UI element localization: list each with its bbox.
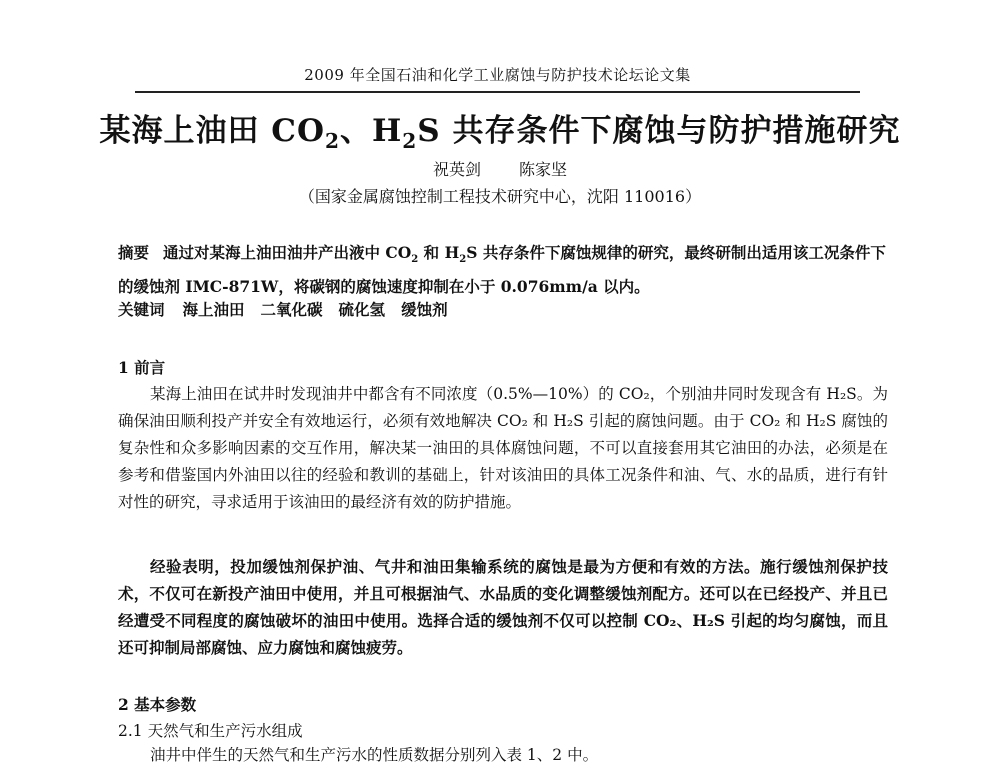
affiliation: （国家金属腐蚀控制工程技术研究中心，沈阳 110016） bbox=[298, 187, 702, 206]
subsection-heading: 2.1 天然气和生产污水组成 bbox=[118, 722, 303, 740]
keyword: 海上油田 bbox=[182, 300, 245, 319]
keyword: 缓蚀剂 bbox=[401, 300, 448, 319]
running-header: 2009 年全国石油和化学工业腐蚀与防护技术论坛论文集 bbox=[304, 66, 691, 84]
paper-title: 某海上油田 $CO_2$、$H_2S$ 共存条件下腐蚀与防护措施研究 bbox=[99, 113, 901, 154]
author-name: 祝英剑 bbox=[432, 160, 481, 179]
body-paragraph: 经验表明，投加缓蚀剂保护油、气井和油田集输系统的腐蚀是最为方便和有效的方法。施行缓蚀剂保护技术，不仅可在新投产油田中使用，并且可根据油气、水品质的变化调整缓蚀剂配方。还可以在已经投产、并且已经遭受不同程度的腐蚀破坏的油田中使用。选择合适的缓蚀剂不仅可以控制 CO₂、H₂S 引起的均匀腐蚀，而且还可抑制局部腐蚀、应力腐蚀和腐蚀疲劳。 bbox=[118, 557, 888, 657]
keywords bbox=[118, 296, 888, 323]
abstract-label: 摘要 bbox=[118, 243, 150, 262]
author-name: 陈家坚 bbox=[519, 160, 568, 179]
abstract: 摘要 通过对某海上油田油井产出液中 $CO_2$ 和 $H_2S$ 共存条件下腐蚀规律的研究，最终研制出适用该工况条件下的缓蚀剂 IMC-871W，将碳钢的腐蚀速度抑制在小于 0.076mm/a 以内。 bbox=[118, 243, 886, 297]
section-heading: 1 前言 bbox=[118, 358, 166, 377]
header-rule bbox=[135, 91, 860, 93]
section-heading: 2 基本参数 bbox=[118, 695, 197, 714]
author-list bbox=[0, 157, 1000, 180]
body-paragraph: 某海上油田在试井时发现油井中都含有不同浓度（0.5%—10%）的 CO₂，个别油井同时发现含有 H₂S。为确保油田顺利投产并安全有效地运行，必须有效地解决 CO₂ 和 H₂S 引起的腐蚀问题。由于 CO₂ 和 H₂S 腐蚀的复杂性和众多影响因素的交互作用，解决某一油田的具体腐蚀问题，不可以直接套用其它油田的办法，必须是在参考和借鉴国内外油田以往的经验和教训的基础上，针对该油田的具体工况条件和油、气、水的品质，进行有针对性的研究，寻求适用于该油田的最经济有效的防护措施。 bbox=[118, 385, 888, 511]
keyword: 硫化氢 bbox=[338, 300, 386, 319]
keywords-label: 关键词 bbox=[118, 300, 165, 319]
body-paragraph: 油井中伴生的天然气和生产污水的性质数据分别列入表 1、2 中。 bbox=[150, 746, 599, 764]
keyword: 二氧化碳 bbox=[260, 300, 323, 319]
